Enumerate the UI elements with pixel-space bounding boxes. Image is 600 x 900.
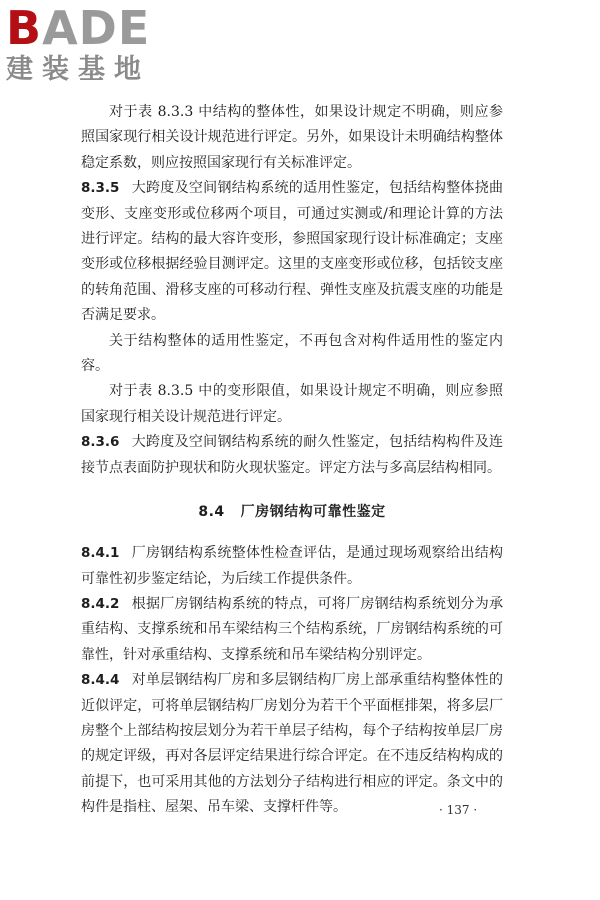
clause-number: 8.4.2 [81,595,120,612]
clause-number: 8.3.6 [81,434,120,451]
clause-number: 8.4.1 [81,545,120,562]
page-number: · 137 · [439,803,478,817]
clause-number: 8.3.5 [81,180,120,197]
paragraph-text: 对于表 8.3.5 中的变形限值，如果设计规定不明确，则应参照国家现行相关设计规范进行评定。 [81,383,503,425]
clause-8-3-6 [81,430,503,481]
section-heading [81,501,503,521]
clause-text: 根据厂房钢结构系统的特点，可将厂房钢结构系统划分为承重结构、支撑系统和吊车梁结构三个结构系统，厂房钢结构系统的可靠性，针对承重结构、支撑系统和吊车梁结构分别评定。 [81,595,503,663]
logo-wordmark [6,1,176,55]
section-number: 8.4 [198,504,225,521]
clause-text: 大跨度及空间钢结构系统的耐久性鉴定，包括结构构件及连接节点表面防护现状和防火现状鉴定。评定方法与多高层结构相同。 [81,434,503,476]
paragraph-suitability-note [81,329,503,380]
logo-subtitle: 建装基地 [6,54,150,85]
paragraph-8-3-3-note [81,100,503,176]
brand-logo [6,1,176,94]
logo-accent-letter: B [6,1,43,55]
clause-8-4-2 [81,592,503,668]
logo-wordmark-rest: ADE [42,1,151,55]
clause-8-3-5 [81,176,503,328]
clause-8-4-1 [81,541,503,592]
paragraph-8-3-5-note [81,379,503,430]
paragraph-text: 对于表 8.3.3 中结构的整体性，如果设计规定不明确，则应参照国家现行相关设计规范进行评定。另外，如果设计未明确结构整体稳定系数，则应按照国家现行有关标准评定。 [81,104,503,171]
paragraph-text: 关于结构整体的适用性鉴定，不再包含对构件适用性的鉴定内容。 [81,332,503,375]
clause-number: 8.4.4 [81,672,120,689]
section-title: 厂房钢结构可靠性鉴定 [240,504,386,521]
page-body [81,100,503,821]
clause-text: 对单层钢结构厂房和多层钢结构厂房上部承重结构整体性的近似评定，可将单层钢结构厂房划分为若干个平面框排架，将多层厂房整个上部结构按层划分为若干单层子结构，每个子结构按单层厂房的规定评级，再对各层评定结果进行综合评定。在不违反结构构成的前提下，也可采用其他的方法划分子结构进行相应的评定。条文中的构件是指柱、屋架、吊车梁、支撑杆件等。 [81,672,503,816]
clause-text: 厂房钢结构系统整体性检查评估，是通过现场观察给出结构可靠性初步鉴定结论，为后续工作提供条件。 [81,545,503,587]
clause-8-4-4 [81,668,503,820]
clause-text: 大跨度及空间钢结构系统的适用性鉴定，包括结构整体挠曲变形、支座变形或位移两个项目，可通过实测或/和理论计算的方法进行评定。结构的最大容许变形，参照国家现行设计标准确定；支座变形或位移根据经验目测评定。这里的支座变形或位移，包括铰支座的转角范围、滑移支座的可移动行程、弹性支座及抗震支座的功能是否满足要求。 [81,180,503,324]
